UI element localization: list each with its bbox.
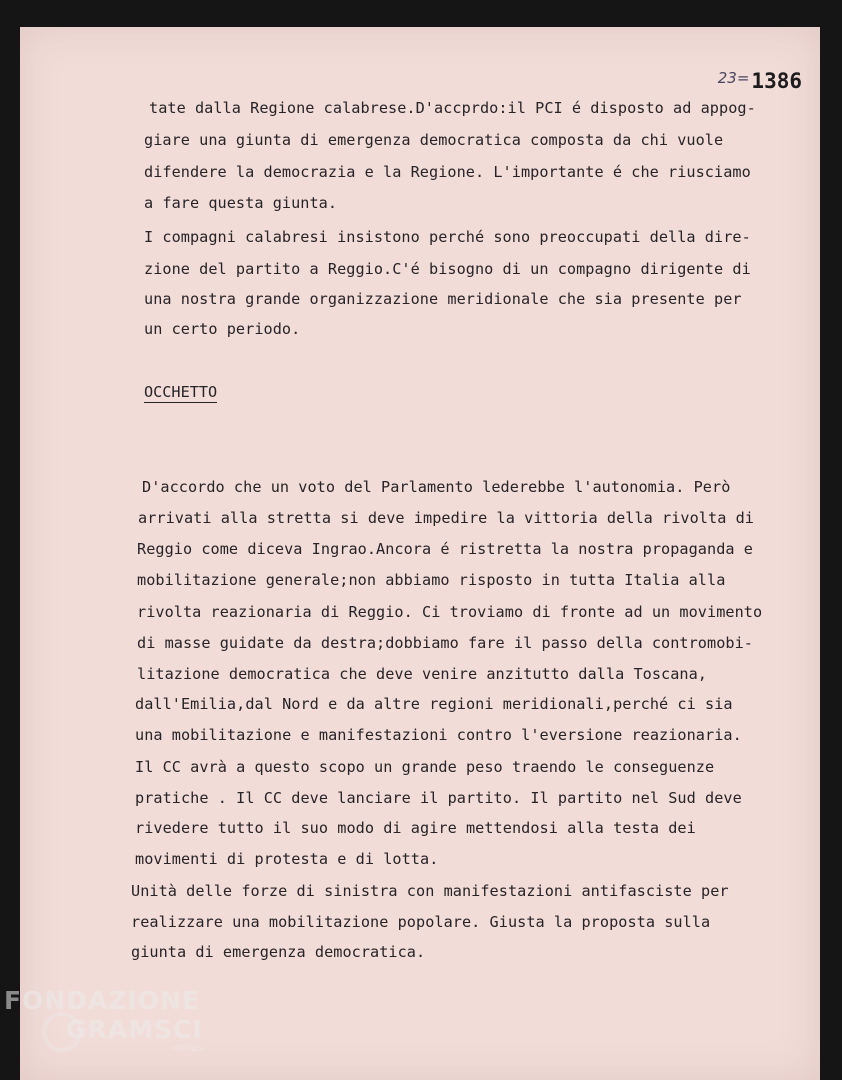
text-line: una nostra grande organizzazione meridionale che sia presente per [144,290,742,308]
text-line: realizzare una mobilitazione popolare. Giusta la proposta sulla [131,913,711,931]
handwritten-page-number: 23= [717,69,750,87]
text-line: rivedere tutto il suo modo di agire mettendosi alla testa dei [135,819,696,837]
text-line: I compagni calabresi insistono perché sono preoccupati della dire- [144,228,751,246]
page-number [718,69,802,93]
text-line: mobilitazione generale;non abbiamo risposto in tutta Italia alla [137,571,726,589]
text-line: di masse guidate da destra;dobbiamo fare il passo della contromobi- [137,634,753,652]
text-line: una mobilitazione e manifestazioni contro l'eversione reazionaria. [135,726,742,744]
text-line: tate dalla Regione calabrese.D'accprdo:il PCI é disposto ad appog- [149,99,756,117]
text-line: un certo periodo. [144,320,301,338]
text-line: pratiche . Il CC deve lanciare il partito. Il partito nel Sud deve [135,789,742,807]
text-line: dall'Emilia,dal Nord e da altre regioni meridionali,perché ci sia [135,695,733,713]
archive-watermark-logo [4,988,203,1053]
watermark-line-3: onlus [174,1041,204,1054]
text-line: difendere la democrazia e la Regione. L'importante é che riusciamo [144,163,751,181]
watermark-line-1: FONDAZIONE [4,986,201,1015]
text-line: giunta di emergenza democratica. [131,943,426,961]
text-line: giare una giunta di emergenza democratica composta da chi vuole [144,131,724,149]
text-line: Unità delle forze di sinistra con manifestazioni antifasciste per [131,882,729,900]
stamped-page-number: 1386 [751,69,802,93]
section-heading: OCCHETTO [144,383,218,401]
text-line: a fare questa giunta. [144,194,338,212]
text-line: arrivati alla stretta si deve impedire la vittoria della rivolta di [138,509,754,527]
text-line: D'accordo che un voto del Parlamento lederebbe l'autonomia. Però [142,478,731,496]
text-line: litazione democratica che deve venire anzitutto dalla Toscana, [137,665,708,683]
watermark-g-circle-icon [42,1012,82,1052]
text-line: Reggio come diceva Ingrao.Ancora é ristretta la nostra propaganda e [137,540,753,558]
text-line: rivolta reazionaria di Reggio. Ci troviamo di fronte ad un movimento [137,603,763,621]
document-page [20,27,820,1080]
watermark-line-2: GRAMSCI [66,1015,203,1044]
text-line: Il CC avrà a questo scopo un grande peso traendo le conseguenze [135,758,715,776]
text-line: zione del partito a Reggio.C'é bisogno di un compagno dirigente di [144,260,751,278]
text-line: movimenti di protesta e di lotta. [135,850,439,868]
